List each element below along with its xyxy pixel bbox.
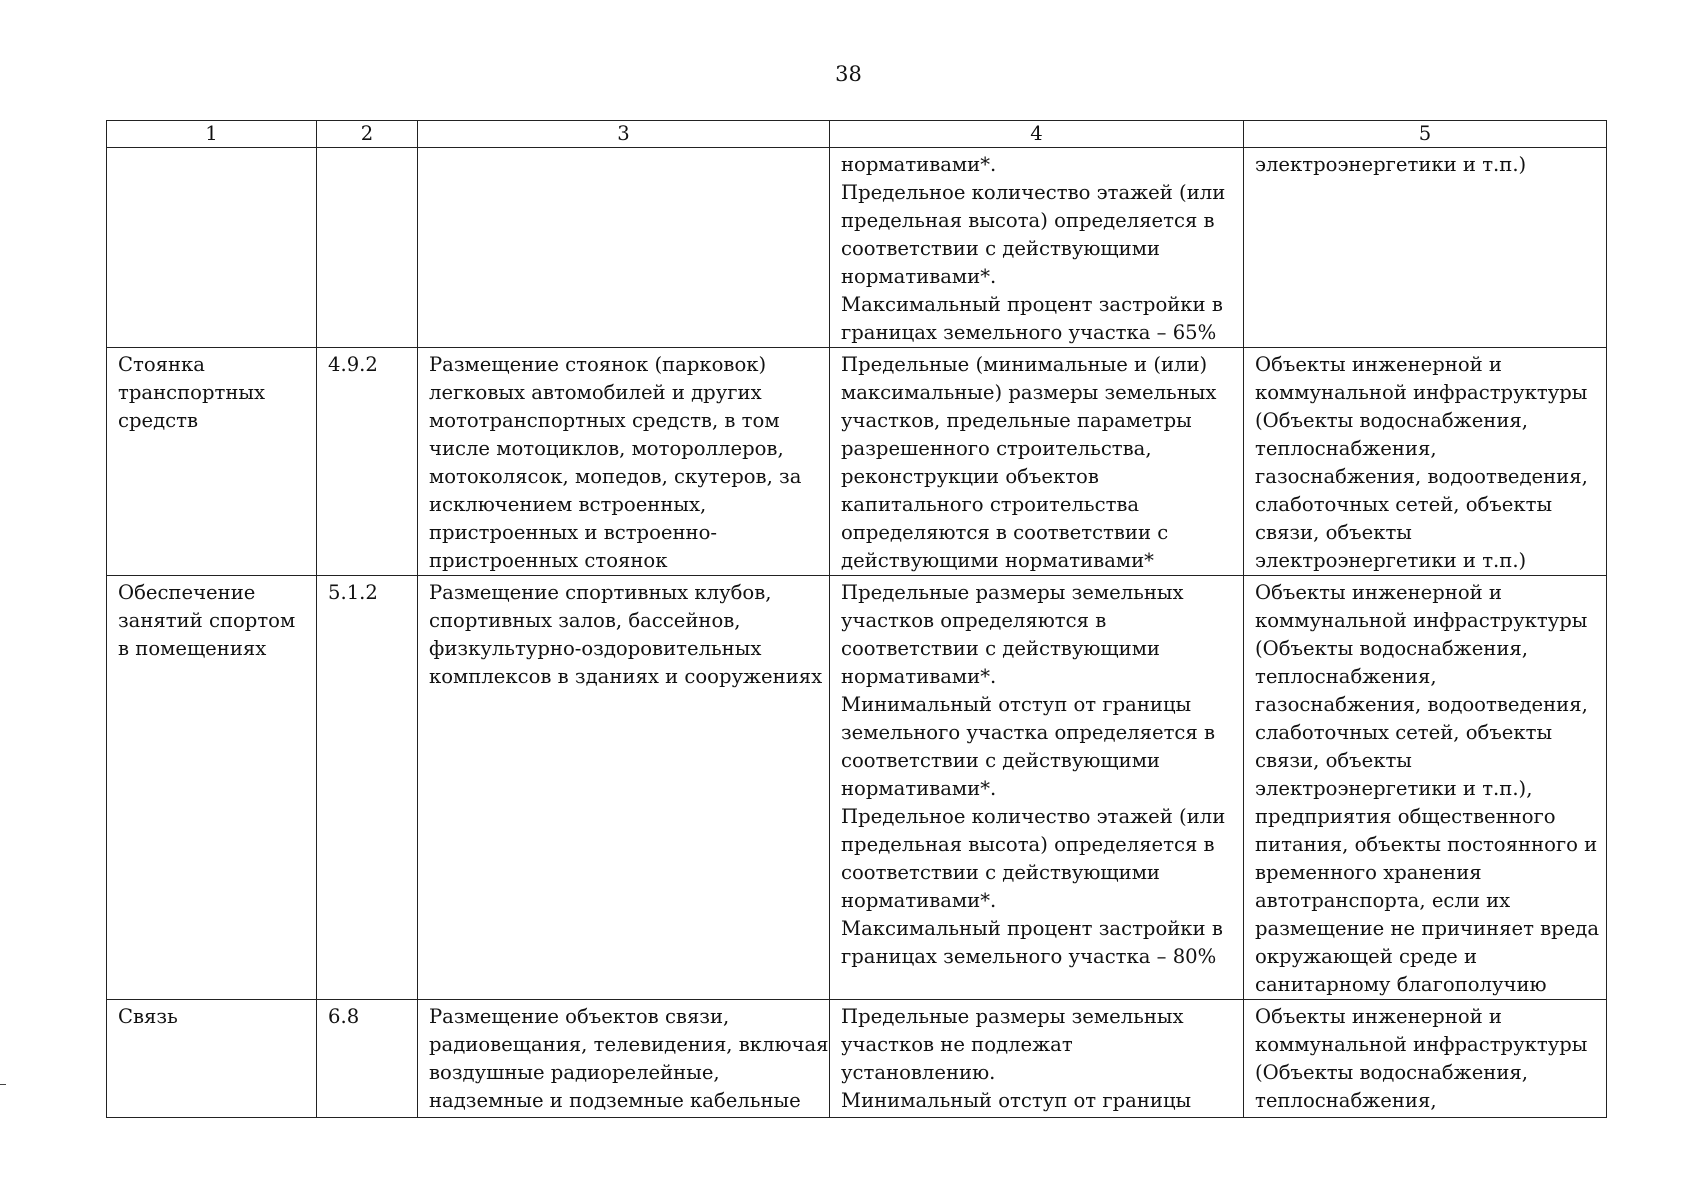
use-parameters-line: границах земельного участка – 80% bbox=[841, 945, 1217, 968]
use-description-line: комплексов в зданиях и сооружениях bbox=[429, 665, 823, 688]
related-objects-line: санитарному благополучию bbox=[1255, 973, 1547, 996]
related-objects-line: теплоснабжения, bbox=[1255, 437, 1437, 460]
related-objects-line: газоснабжения, водоотведения, bbox=[1255, 465, 1588, 488]
use-description-line: исключением встроенных, bbox=[429, 493, 707, 516]
use-code-cell bbox=[317, 576, 418, 1000]
related-objects-line: коммунальной инфраструктуры bbox=[1255, 609, 1588, 632]
use-parameters-line: участков, предельные параметры bbox=[841, 409, 1192, 432]
use-parameters-line: Предельные размеры земельных bbox=[841, 1005, 1184, 1028]
related-objects-line: электроэнергетики и т.п.) bbox=[1255, 153, 1527, 176]
related-objects-line: окружающей среде и bbox=[1255, 945, 1478, 968]
related-objects-line: Объекты инженерной и bbox=[1255, 353, 1502, 376]
use-parameters-line: Предельные (минимальные и (или) bbox=[841, 353, 1208, 376]
use-parameters-cell bbox=[830, 148, 1244, 348]
use-name-line: в помещениях bbox=[118, 637, 267, 660]
use-parameters-line: разрешенного строительства, bbox=[841, 437, 1152, 460]
use-description-line: легковых автомобилей и других bbox=[429, 381, 762, 404]
related-objects-line: временного хранения bbox=[1255, 861, 1482, 884]
use-description-line: пристроенных стоянок bbox=[429, 549, 668, 572]
use-parameters-line: Максимальный процент застройки в bbox=[841, 293, 1223, 316]
header-col-4: 4 bbox=[830, 121, 1244, 148]
table-row bbox=[107, 576, 1607, 1000]
header-col-1: 1 bbox=[107, 121, 317, 148]
use-parameters-line: предельная высота) определяется в bbox=[841, 833, 1215, 856]
header-col-2: 2 bbox=[317, 121, 418, 148]
use-parameters-line: границах земельного участка – 65% bbox=[841, 321, 1217, 344]
use-name-cell bbox=[107, 148, 317, 348]
use-description-cell bbox=[418, 576, 830, 1000]
header-col-3: 3 bbox=[418, 121, 830, 148]
use-parameters-line: установлению. bbox=[841, 1061, 996, 1084]
use-parameters-line: нормативами*. bbox=[841, 665, 997, 688]
use-code-cell bbox=[317, 1000, 418, 1118]
related-objects-line: электроэнергетики и т.п.) bbox=[1255, 549, 1527, 572]
use-name-cell bbox=[107, 576, 317, 1000]
related-objects-line: (Объекты водоснабжения, bbox=[1255, 1061, 1529, 1084]
header-col-5: 5 bbox=[1244, 121, 1607, 148]
related-objects-line: автотранспорта, если их bbox=[1255, 889, 1511, 912]
margin-tick bbox=[0, 1084, 6, 1085]
use-parameters-line: Предельные размеры земельных bbox=[841, 581, 1184, 604]
use-parameters-line: участков определяются в bbox=[841, 609, 1107, 632]
use-code-cell bbox=[317, 148, 418, 348]
use-description-line: числе мотоциклов, мотороллеров, bbox=[429, 437, 784, 460]
use-parameters-line: соответствии с действующими bbox=[841, 861, 1160, 884]
related-objects-line: теплоснабжения, bbox=[1255, 1089, 1437, 1112]
use-parameters-line: максимальные) размеры земельных bbox=[841, 381, 1217, 404]
use-parameters-line: соответствии с действующими bbox=[841, 637, 1160, 660]
zoning-table bbox=[106, 120, 1607, 1118]
use-code: 5.1.2 bbox=[328, 581, 378, 604]
related-objects-line: газоснабжения, водоотведения, bbox=[1255, 693, 1588, 716]
use-description-line: мотоколясок, мопедов, скутеров, за bbox=[429, 465, 802, 488]
table-row bbox=[107, 1000, 1607, 1118]
use-parameters-line: Предельное количество этажей (или bbox=[841, 805, 1226, 828]
related-objects-cell bbox=[1244, 348, 1607, 576]
table-row bbox=[107, 148, 1607, 348]
use-parameters-cell bbox=[830, 1000, 1244, 1118]
related-objects-line: связи, объекты bbox=[1255, 749, 1412, 772]
related-objects-line: размещение не причиняет вреда bbox=[1255, 917, 1600, 940]
use-name-line: транспортных bbox=[118, 381, 266, 404]
use-parameters-line: капитального строительства bbox=[841, 493, 1140, 516]
table-row bbox=[107, 348, 1607, 576]
use-parameters-line: нормативами*. bbox=[841, 889, 997, 912]
related-objects-line: (Объекты водоснабжения, bbox=[1255, 409, 1529, 432]
use-description-line: Размещение объектов связи, bbox=[429, 1005, 730, 1028]
related-objects-line: Объекты инженерной и bbox=[1255, 1005, 1502, 1028]
use-name-line: средств bbox=[118, 409, 199, 432]
related-objects-line: коммунальной инфраструктуры bbox=[1255, 381, 1588, 404]
related-objects-line: электроэнергетики и т.п.), bbox=[1255, 777, 1533, 800]
use-name-line: Связь bbox=[118, 1005, 178, 1028]
use-description-line: Размещение стоянок (парковок) bbox=[429, 353, 767, 376]
header-row bbox=[107, 121, 1607, 148]
related-objects-cell bbox=[1244, 148, 1607, 348]
use-parameters-line: предельная высота) определяется в bbox=[841, 209, 1215, 232]
use-name-line: Стоянка bbox=[118, 353, 205, 376]
use-description-line: спортивных залов, бассейнов, bbox=[429, 609, 741, 632]
related-objects-cell bbox=[1244, 1000, 1607, 1118]
use-parameters-line: Предельное количество этажей (или bbox=[841, 181, 1226, 204]
use-description-line: воздушные радиорелейные, bbox=[429, 1061, 720, 1084]
related-objects-line: теплоснабжения, bbox=[1255, 665, 1437, 688]
related-objects-line: слаботочных сетей, объекты bbox=[1255, 493, 1553, 516]
use-parameters-line: нормативами*. bbox=[841, 265, 997, 288]
use-description-line: пристроенных и встроенно- bbox=[429, 521, 718, 544]
use-parameters-line: Максимальный процент застройки в bbox=[841, 917, 1223, 940]
use-description-line: надземные и подземные кабельные bbox=[429, 1089, 801, 1112]
use-parameters-line: определяются в соответствии с bbox=[841, 521, 1169, 544]
use-parameters-line: земельного участка определяется в bbox=[841, 721, 1216, 744]
use-parameters-cell bbox=[830, 576, 1244, 1000]
page-number: 38 bbox=[835, 62, 862, 86]
related-objects-line: предприятия общественного bbox=[1255, 805, 1556, 828]
use-parameters-line: Минимальный отступ от границы bbox=[841, 693, 1192, 716]
use-description-cell bbox=[418, 348, 830, 576]
use-description-line: Размещение спортивных клубов, bbox=[429, 581, 772, 604]
use-parameters-line: соответствии с действующими bbox=[841, 237, 1160, 260]
use-parameters-line: нормативами*. bbox=[841, 153, 997, 176]
use-parameters-line: Минимальный отступ от границы bbox=[841, 1089, 1192, 1112]
use-parameters-line: действующими нормативами* bbox=[841, 549, 1154, 572]
use-description-cell bbox=[418, 1000, 830, 1118]
use-code: 6.8 bbox=[328, 1005, 360, 1028]
use-name-cell bbox=[107, 348, 317, 576]
use-parameters-line: реконструкции объектов bbox=[841, 465, 1099, 488]
use-parameters-line: участков не подлежат bbox=[841, 1033, 1073, 1056]
related-objects-line: питания, объекты постоянного и bbox=[1255, 833, 1598, 856]
related-objects-line: Объекты инженерной и bbox=[1255, 581, 1502, 604]
use-parameters-line: нормативами*. bbox=[841, 777, 997, 800]
related-objects-line: (Объекты водоснабжения, bbox=[1255, 637, 1529, 660]
use-name-line: Обеспечение bbox=[118, 581, 256, 604]
use-description-line: мототранспортных средств, в том bbox=[429, 409, 780, 432]
use-name-line: занятий спортом bbox=[118, 609, 296, 632]
use-code: 4.9.2 bbox=[328, 353, 378, 376]
related-objects-line: слаботочных сетей, объекты bbox=[1255, 721, 1553, 744]
use-description-cell bbox=[418, 148, 830, 348]
use-parameters-line: соответствии с действующими bbox=[841, 749, 1160, 772]
related-objects-cell bbox=[1244, 576, 1607, 1000]
use-name-cell bbox=[107, 1000, 317, 1118]
use-code-cell bbox=[317, 348, 418, 576]
related-objects-line: коммунальной инфраструктуры bbox=[1255, 1033, 1588, 1056]
use-description-line: физкультурно-оздоровительных bbox=[429, 637, 762, 660]
related-objects-line: связи, объекты bbox=[1255, 521, 1412, 544]
use-parameters-cell bbox=[830, 348, 1244, 576]
use-description-line: радиовещания, телевидения, включая bbox=[429, 1033, 829, 1056]
